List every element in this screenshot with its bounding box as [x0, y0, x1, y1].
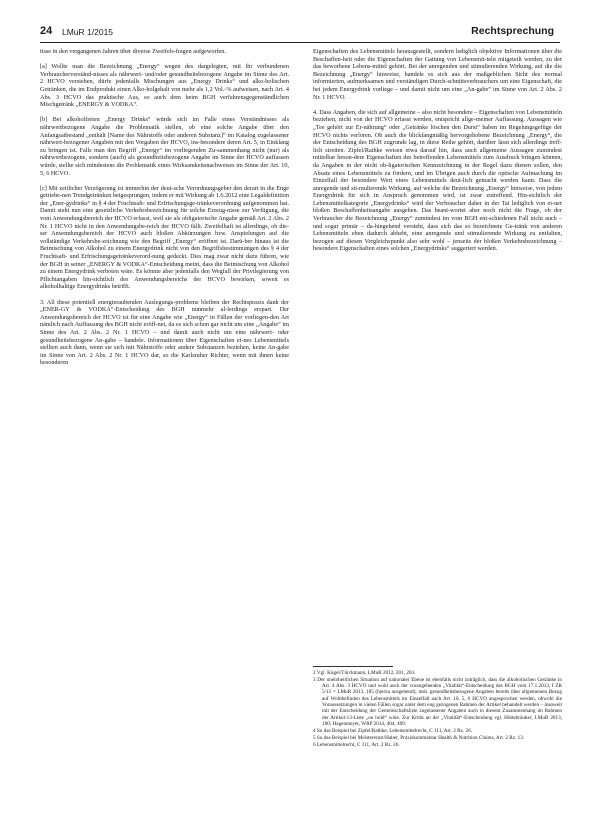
paragraph: tisse in den vergangenen Jahren über diverse Zweifels-fragen aufgeworfen.	[40, 48, 226, 55]
footnote: 2 Vgl. Kügel/Türckmann, LMuR 2012, 201, 203.	[313, 670, 416, 676]
section-title: Rechtsprechung	[471, 25, 554, 37]
footnote-rule	[313, 666, 393, 667]
footnote: 3 Der uneinheitlichen Situation auf nationaler Ebene ist ebenfalls nicht zuträglich, dass die alkoholischen Getränke in Art. 4 Abs. 3 HCVO und wohl auch der vorangehenden „Vitalität“-Entscheidung des BGH vom 17.1.2013, I ZR 5/12 = LMuR 2013, 185 (hierzu ausgehend); insb. gesundheitsbezogene Angaben bereits über allgemeinen Bezug auf Wohlbefinden des Lebensmittels im Einzelfall nach Art. 10, 5, 6 HCVO angesprochen werden, obwohl die Voraussetzungen in vielen Fällen sogar unter dem eng gezogenen Rahmen der Artikel behandelt werden – insoweit mit der Entscheidung der Gemeinschaftsliste zugelassener Angaben auch in diesem Zusammenhang im Rahmen der Artikel-13-Liste „on hold“ wäre. Zur Kritik an der „Vitalität“-Entscheidung vgl. Hüttebräuker, LMuR 2013, 180; Hagenmeyer, WRP 2014, 404, 409.	[313, 676, 562, 727]
paragraph: [a] Wollte man die Bezeichnung „Energy“ wegen des dargelegten, mit ihr verbundenen Verbraucherverständ-nisses als nährwert- und/oder gesundheitsbezogene Angabe im Sinne des Art. 2 HCVO verstehen, dürfe jedenfalls Mischungen aus „Energy Drinks“ und alko-holischen Getränken, die im Endprodukt einen Alko-holgehalt von mehr als 1,2 Vol.-% aufweisen, nach Art. 4 Abs. 3 HCVO das praktische Aus, so auch dem beim BGH verfahrensgegenständlichen Mischgetränk „ENERGY & VODKA“.	[40, 63, 289, 109]
paragraph: [c] Mit zeitlicher Verzögerung ist immerhin der deut-sche Verordnungsgeber den derart in die Enge getriebe-nen Trendgetränken beigesprungen, indem er mit Wirkung ab 1.6.2012 eine Legaldefinition der „Ener-gydrinks“ in § 4 der Fruchtsaft- und Erfrischungsge-tränkeverordnung aufgenommen hat. Damit steht nun eine gesetzliche Verkehrsbezeichnung für solche Erzeug-nisse zur Verfügung, die vom Anwendungsbereich der HCVO erfasst, weil sie als obligatorische Angabe gemäß Art. 2 Abs. 2 Nr. 1 HCVO nicht in den Anwendungsbe-reich der HCVO fällt. Zweifelhaft ist allerdings, ob die-ser Anwendungsbereich der HCVO auch bloßen Abkürzungen bzw. Anspielungen auf die vollständige Verkehrsbe-zeichnung wie den Begriff „Energy“ eröffnet ist. Darü-ber hinaus ist die Beimischung von Alkohol zu einem Energydrink nicht von den Begriffsbestimmungen des § 4 der Fruchtsaft- und Erfrischungsgetränkeverord-nung gedeckt. Dies mag zwar nicht dazu führen, wie der BGH in seiner „ENERGY & VODKA“-Entscheidung meint, dass die Beimischung von Alkohol zu einem Energydrink verboten wäre. Es könnte aber jedenfalls den Wegfall der Privilegierung von Pflichtangaben hin-sichtlich des Anwendungsbereichs der HCVO bewirken, soweit es alkoholhaltige Energydrinks betrifft.	[40, 184, 289, 291]
right-column	[313, 48, 562, 261]
header-rule	[40, 42, 560, 43]
page-number: 24	[40, 25, 53, 37]
footnote: 4 So das Beispiel bei Zipfel/Rathke, Lebensmittelrecht, C 111, Art. 2 Rz. 26.	[313, 727, 472, 734]
paragraph: Eigenschaften des Lebensmittels herausgestellt, sondern lediglich objektive Informationen über die Beschaffen-heit oder die Eigenschaften der Gattung von Lebensmit-teln mitgeteilt werden, zu der das beworbene Lebens-mittel gehört. Bei der anregenden und stimulierenden Wirkung, auf die die Bezeichnung „Energy“ hinweise, handele es sich aus der maßgeblichen Sicht des normal informierten, aufmerksamen und verständigen Durch-schnittsverbrauchers um eine Eigenschaft, die bei jedem Energydrink vorliege – und damit nicht um eine „An-gabe“ im Sinne von Art. 2 Abs. 2 Nr. 1 HCVO.	[313, 48, 562, 101]
footnotes	[313, 670, 562, 749]
paragraph: 3. All diese potentiell energieraubenden Auslegungs-probleme bleiben der Rechtspraxis dank der „ENER-GY & VODKA“-Entscheidung des BGH nunmehr al-lerdings erspart. Der Anwendungsbereich der HCVO ist für eine Angabe wie „Energy“ in Fällen der vorliegen-den Art nämlich nach Auffassung des BGH nicht eröff-net, da es sich schon gar nicht um eine „Angabe“ im Sinne des Art. 2 Abs. 2 Nr. 1 HCVO – und damit auch nicht um eine nährwert- oder gesundheitsbezogene An-gabe – handele. Informationen über Eigenschaften ei-nes Lebensmittels stellten auch dann, wenn sie sich mit Nährstoffe oder andere Substanzen beziehen, keine An-gabe im Sinne von Art. 2 Abs. 2 Nr. 1 HCVO dar, so die Karlsruher Richter, wenn mit ihnen keine besonderen	[40, 298, 289, 367]
footnote: 6 Lebensmittelrecht, C 111, Art. 2 Rz. 26.	[313, 741, 400, 748]
page-header	[40, 24, 560, 44]
footnote: 5 So das Beispiel bei Meisterernst/Haber, Praxiskommentar Health & Nutrition Claims, Art. 2 Rz. 13.	[313, 734, 525, 741]
left-column	[40, 48, 289, 375]
paragraph: [b] Bei alkoholfreien „Energy Drinks“ würde sich im Falle eines Verständnisses als nährwertbezogene Angabe die Problematik stellen, ob eine solche Angabe über den Anfangsatbestand „enthält [Name des Nährstoffs oder anderen Substanz]“ im Katalog zugelassener nährwert-bezogener Angaben mit den Vorgaben der HCVO, ins-besondere deren Art. 5, in Einklang zu bringen ist. Falls man den Begriff „Energy“ im vorliegenden Zu-sammenhang nicht (nur) als nährwertbezogene, sondern (auch) als gesundheitsbezogene Angabe im Sinne der HCVO auffassen würde, stellte sich mindestens die Problematik eines Wirksamkeitsnachweises im Sinne der Art. 10, 5, 6 HCVO.	[40, 116, 289, 177]
journal-citation: LMuR 1/2015	[62, 27, 114, 37]
paragraph: 4. Dass Angaben, die sich auf allgemeine – also nicht besondere – Eigenschaften von Lebensmitteln beziehen, nicht von der HCVO erfasst werden, entspricht allge-meiner Auffassung. Aussagen wie „Tee gehört zur Er-nährung“ oder „Getränke löschen den Durst“ haben im Regelungsgefüge der HCVO nichts verloren. Ob auch die blickfangmäßig hervorgehobene Bezeichnung „Energy“, die der Entscheidung des BGH zugrunde lag, in diese Reihe gehört, darüber lässt sich allerdings treff-lich streiten. Zipfel/Rathke weisen etwa darauf hin, dass auch allgemeine Aussagen zumindest mittelbar beson-dere Eigenschaften des betreffenden Lebensmittels zum Ausdruck bringen können, da Angaben in der nicht ob-ligatorischen Kennzeichnung in der Regel dazu dienen sollen, den Absatz eines Lebensmittels zu fördern, und im Übrigen auch durch die optische Aufmachung im Einzelfall der besondere Wert eines Lebensmittels deut-lich gemacht werden kann. Dass die anregende und sti-mulierende Wirkung, auf welche die Bezeichnung „Energy“ hinweise, von jedem Energydrink für sich in Anspruch genommen wird, ist zwar zutreffend. Hin-sichtlich der Lebensmittelkategorie „Energydrinks“ wird der Verbraucher daher in der Tat lediglich von ei-ner bloßen Beschaffenheitsangabe ausgehen. Das beant-wortet aber noch nicht die Frage, ob der Verbraucher die Bezeichnung „Energy“ zumindest im vom BGH ent-schiedenen Fall nicht auch – und sogar primär – da-hingehend versteht, dass sich das so bezeichnete Ge-tränk von anderen Lebensmitteln eben dadurch abhebt, eine anregende und stimulierende Wirkung zu entfalten, bezogen auf diesen Vergleichspunkt also sehr wohl – jenseits der bloßen Verkehrsbezeichnung – besondere Eigenschaften eines solchen „Energydrinks“ suggeriert werden.	[313, 108, 562, 253]
